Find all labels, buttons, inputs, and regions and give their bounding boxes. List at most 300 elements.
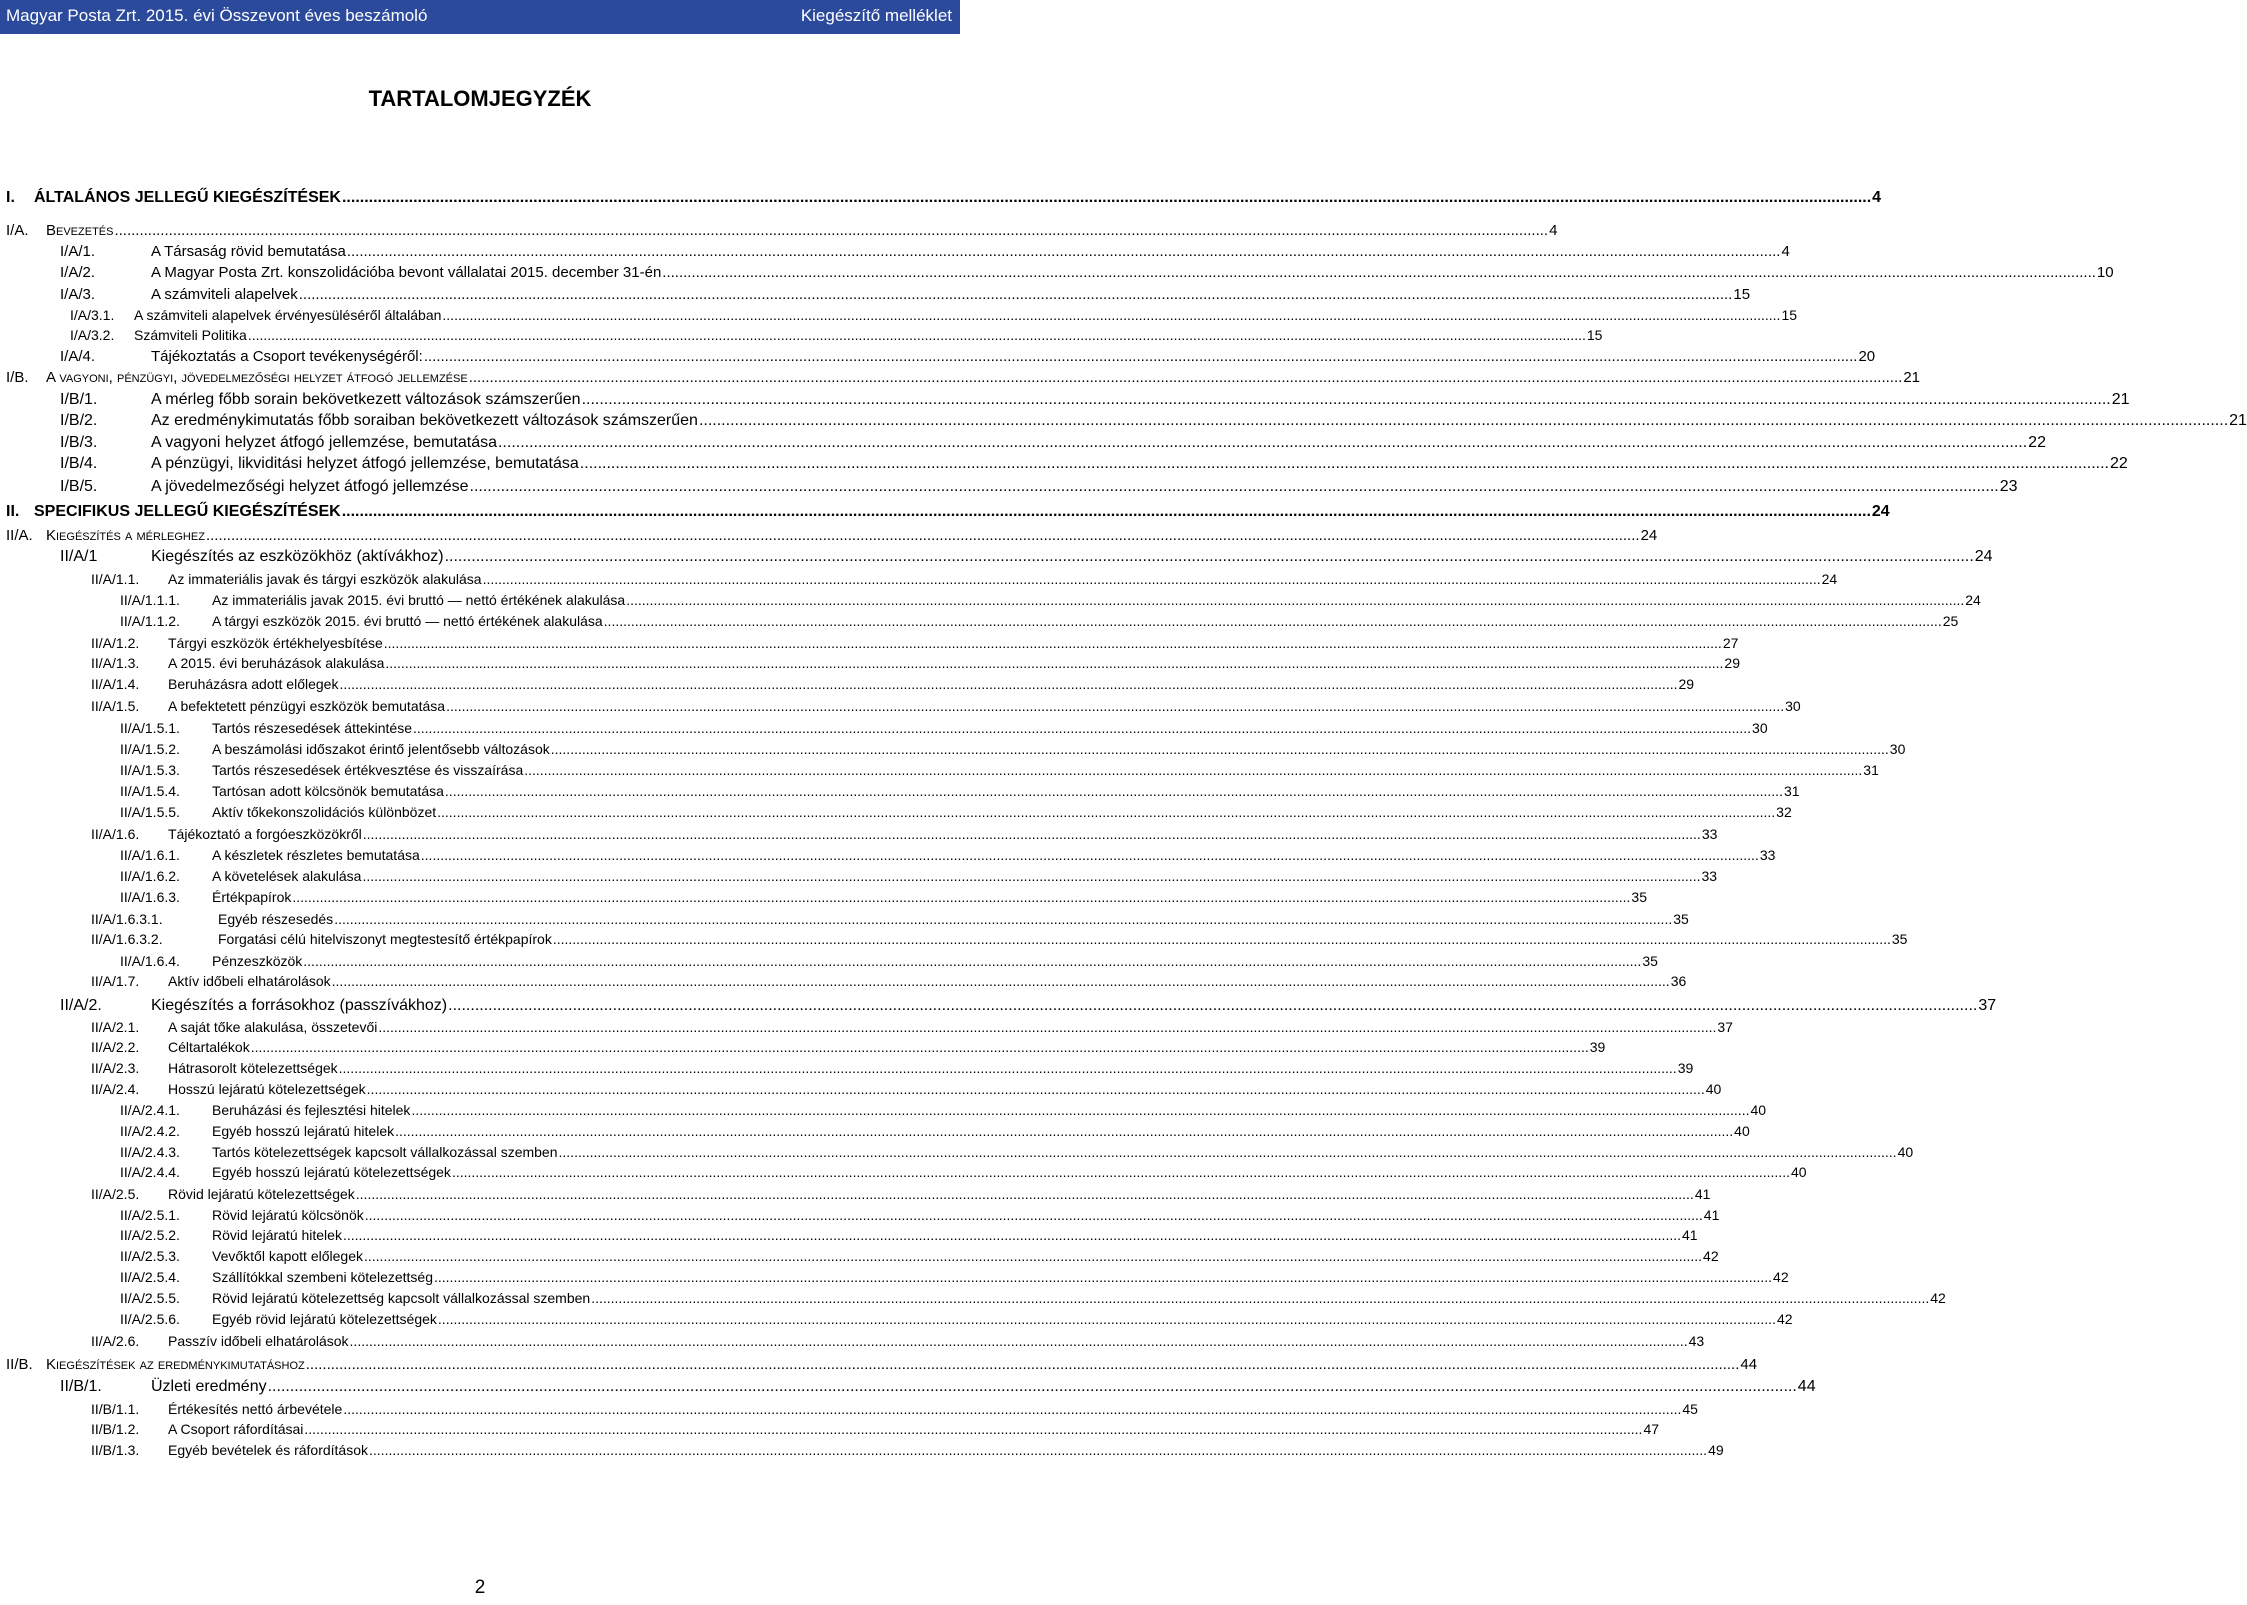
toc-entry-page: 43 xyxy=(1688,1333,1705,1349)
toc-entry[interactable] xyxy=(60,348,1876,370)
toc-entry-page: 45 xyxy=(1682,1401,1698,1417)
header-banner xyxy=(0,0,960,34)
dot-leader xyxy=(362,868,1700,884)
dot-leader xyxy=(339,676,1677,692)
toc-entry-page: 4 xyxy=(1549,222,1558,239)
toc-entry-title: Bevezetés xyxy=(46,222,114,239)
toc-entry-page: 24 xyxy=(1640,527,1658,544)
toc-entry-title: Üzleti eredmény xyxy=(151,1378,267,1395)
toc-entry-title: A Magyar Posta Zrt. konszolidációba bevont vállalatai 2015. december 31-én xyxy=(151,264,662,281)
dot-leader xyxy=(248,327,1586,343)
toc-entry-title: A beszámolási időszakot érintő jelentősebb változások xyxy=(212,741,550,757)
toc-entry-page: 10 xyxy=(2096,264,2114,281)
toc-entry[interactable] xyxy=(120,804,1792,826)
dot-leader xyxy=(343,1227,1681,1243)
toc-entry[interactable] xyxy=(6,1356,1758,1378)
toc-entry-title: Értékpapírok xyxy=(212,889,292,905)
toc-entry-number: II/A/2.5. xyxy=(91,1186,140,1202)
toc-entry-number: II/A/2.4.4. xyxy=(120,1164,180,1180)
toc-entry-number: II/A/2.5.2. xyxy=(120,1227,180,1243)
toc-entry[interactable] xyxy=(120,1269,1789,1291)
dot-leader xyxy=(304,1421,1642,1437)
toc-entry[interactable] xyxy=(91,1421,1660,1443)
toc-entry[interactable] xyxy=(60,243,1790,265)
toc-entry-title: Az eredménykimutatás főbb soraiban bekövetkezett változások számszerűen xyxy=(151,412,698,429)
toc-entry-page: 24 xyxy=(1965,592,1981,608)
toc-entry-number: II/A/1.6.3.1. xyxy=(91,911,163,927)
toc-entry-page: 42 xyxy=(1703,1248,1719,1264)
toc-entry[interactable] xyxy=(120,889,1647,911)
dot-leader xyxy=(306,1356,1740,1373)
toc-entry-title: A 2015. évi beruházások alakulása xyxy=(168,655,385,671)
toc-entry-number: I/A/1. xyxy=(60,243,96,260)
dot-leader xyxy=(524,762,1862,778)
dot-leader xyxy=(448,997,1977,1015)
toc-entry-number: I/B/3. xyxy=(60,434,98,451)
header-left: Magyar Posta Zrt. 2015. évi Összevont éves beszámoló xyxy=(6,6,428,25)
toc-entry-number: II/A/2.3. xyxy=(91,1060,140,1076)
toc-entry-page: 33 xyxy=(1701,826,1718,842)
toc-entry-page: 15 xyxy=(1586,327,1603,343)
toc-entry[interactable] xyxy=(120,1144,1914,1166)
toc-entry-number: II/A/1.6.4. xyxy=(120,953,180,969)
toc-entry-title: Egyéb hosszú lejáratú kötelezettségek xyxy=(212,1164,451,1180)
toc-entry[interactable] xyxy=(91,635,1739,657)
toc-entry-number: II/A/1.6.1. xyxy=(120,847,180,863)
toc-entry-number: II/B/1. xyxy=(60,1378,102,1395)
dot-leader xyxy=(395,1123,1733,1139)
toc-entry-number: I/A/2. xyxy=(60,264,96,281)
toc-entry-page: 33 xyxy=(1759,847,1776,863)
dot-leader xyxy=(364,1248,1702,1264)
toc-entry-page: 24 xyxy=(1871,503,1890,520)
dot-leader xyxy=(303,953,1641,969)
toc-entry-number: II/B/1.1. xyxy=(91,1401,140,1417)
toc-entry-title: ÁLTALÁNOS JELLEGŰ KIEGÉSZÍTÉSEK xyxy=(34,189,341,206)
toc-entry-page: 21 xyxy=(2229,412,2247,429)
page-title: TARTALOMJEGYZÉK xyxy=(368,86,592,111)
toc-entry-title: Egyéb rövid lejáratú kötelezettségek xyxy=(212,1311,437,1327)
toc-entry-number: II/B/1.2. xyxy=(91,1421,140,1437)
toc-entry-page: 35 xyxy=(1673,911,1689,927)
toc-entry[interactable] xyxy=(120,1227,1698,1249)
toc-entry[interactable] xyxy=(6,369,1920,391)
toc-entry-number: II/A/2.4.2. xyxy=(120,1123,180,1139)
toc-entry-page: 4 xyxy=(1781,243,1790,260)
toc-entry-number: I/A. xyxy=(6,222,29,239)
toc-entry[interactable] xyxy=(60,264,2114,286)
toc-entry-title: A számviteli alapelvek xyxy=(151,286,298,303)
toc-entry-page: 31 xyxy=(1863,762,1879,778)
toc-entry-number: II/A/1.6. xyxy=(91,826,140,842)
toc-entry-page: 40 xyxy=(1705,1081,1722,1097)
toc-entry[interactable] xyxy=(91,826,1718,848)
dot-leader xyxy=(365,1207,1703,1223)
toc-entry-title: Beruházási és fejlesztési hitelek xyxy=(212,1102,411,1118)
dot-leader xyxy=(626,592,1964,608)
toc-entry-title: Rövid lejáratú kötelezettségek xyxy=(168,1186,355,1202)
dot-leader xyxy=(292,889,1630,905)
toc-entry-title: Tájékoztató a forgóeszközökről xyxy=(168,826,362,842)
toc-entry[interactable] xyxy=(120,1123,1750,1145)
toc-entry-page: 27 xyxy=(1722,635,1739,651)
dot-leader xyxy=(299,286,1733,303)
toc-entry[interactable] xyxy=(120,1248,1719,1270)
toc-entry-page: 15 xyxy=(1733,286,1751,303)
toc-entry-page: 40 xyxy=(1790,1164,1807,1180)
dot-leader xyxy=(421,847,1759,863)
toc-entry-page: 39 xyxy=(1677,1060,1694,1076)
toc-entry-title: Kiegészítés a forrásokhoz (passzívákhoz) xyxy=(151,997,448,1014)
dot-leader xyxy=(438,1311,1776,1327)
toc-entry[interactable] xyxy=(60,286,1751,308)
dot-leader xyxy=(350,1333,1688,1349)
toc-entry[interactable] xyxy=(6,503,1890,525)
toc-entry-number: II/A/2.1. xyxy=(91,1019,140,1035)
toc-entry-title: Rövid lejáratú kötelezettség kapcsolt vállalkozással szemben xyxy=(212,1290,591,1306)
toc-entry-number: I. xyxy=(6,189,15,206)
toc-entry[interactable] xyxy=(91,698,1801,720)
toc-entry-page: 30 xyxy=(1752,720,1768,736)
toc-entry-title: Kiegészítések az eredménykimutatáshoz xyxy=(46,1356,305,1373)
toc-entry[interactable] xyxy=(60,391,2130,413)
toc-entry-number: I/A/3.2. xyxy=(70,327,115,343)
toc-entry-number: II/A/2. xyxy=(60,997,102,1014)
toc-entry[interactable] xyxy=(91,1442,1724,1464)
toc-entry-page: 31 xyxy=(1783,783,1800,799)
dot-leader xyxy=(268,1378,1797,1396)
toc-entry-title: A követelések alakulása xyxy=(212,868,362,884)
toc-entry-page: 35 xyxy=(1642,953,1658,969)
toc-entry-title: Pénzeszközök xyxy=(212,953,303,969)
toc-entry[interactable] xyxy=(70,327,1603,349)
toc-entry-title: Az immateriális javak és tárgyi eszközök alakulása xyxy=(168,571,482,587)
toc-entry-page: 30 xyxy=(1889,741,1906,757)
toc-entry-title: A befektetett pénzügyi eszközök bemutatása xyxy=(168,698,446,714)
toc-entry-page: 49 xyxy=(1708,1442,1724,1458)
toc-entry-number: II/A/1.1. xyxy=(91,571,140,587)
toc-entry-title: Egyéb hosszú lejáratú hitelek xyxy=(212,1123,395,1139)
toc-entry[interactable] xyxy=(120,953,1658,975)
toc-entry-page: 40 xyxy=(1750,1102,1767,1118)
toc-entry-page: 41 xyxy=(1682,1227,1698,1243)
toc-entry-title: SPECIFIKUS JELLEGŰ KIEGÉSZÍTÉSEK xyxy=(34,503,341,520)
toc-entry-title: Kiegészítés a mérleghez xyxy=(46,527,205,544)
toc-entry-number: II/A/1.5.2. xyxy=(120,741,180,757)
toc-entry[interactable] xyxy=(60,478,2018,500)
toc-entry-number: II/A/1.7. xyxy=(91,973,140,989)
dot-leader xyxy=(347,243,1781,260)
toc-entry-title: A mérleg főbb sorain bekövetkezett változások számszerűen xyxy=(151,391,581,408)
toc-entry-number: II/A/1.5.5. xyxy=(120,804,180,820)
dot-leader xyxy=(662,264,2096,281)
toc-entry-page: 22 xyxy=(2028,434,2046,451)
toc-entry-number: II/A/1.4. xyxy=(91,676,140,692)
toc-entry-number: II/A/2.4. xyxy=(91,1081,140,1097)
dot-leader xyxy=(339,1060,1677,1076)
toc-entry[interactable] xyxy=(60,997,1997,1019)
dot-leader xyxy=(367,1081,1705,1097)
toc-entry-title: Vevőktől kapott előlegek xyxy=(212,1248,363,1264)
toc-entry[interactable] xyxy=(120,1207,1720,1229)
toc-entry-page: 42 xyxy=(1773,1269,1789,1285)
toc-entry[interactable] xyxy=(120,613,1959,635)
dot-leader xyxy=(334,911,1672,927)
toc-entry-title: A jövedelmezőségi helyzet átfogó jellemzése xyxy=(151,478,469,495)
toc-entry-page: 33 xyxy=(1701,868,1718,884)
toc-entry-title: A Társaság rövid bemutatása xyxy=(151,243,346,260)
toc-entry[interactable] xyxy=(60,434,2046,456)
toc-entry-page: 44 xyxy=(1797,1378,1816,1395)
toc-entry-page: 24 xyxy=(1974,548,1993,565)
dot-leader xyxy=(342,503,1871,521)
toc-entry-title: Tárgyi eszközök értékhelyesbítése xyxy=(168,635,383,651)
toc-entry-title: Aktív időbeli elhatárolások xyxy=(168,973,331,989)
toc-entry-number: II/A/2.2. xyxy=(91,1039,140,1055)
toc-entry-title: Beruházásra adott előlegek xyxy=(168,676,339,692)
toc-entry-number: II/A/2.6. xyxy=(91,1333,140,1349)
dot-leader xyxy=(342,189,1871,207)
toc-entry[interactable] xyxy=(60,548,1993,570)
dot-leader xyxy=(442,307,1780,323)
dot-leader xyxy=(483,571,1821,587)
toc-entry[interactable] xyxy=(60,455,2128,477)
dot-leader xyxy=(411,1102,1749,1118)
toc-entry-page: 41 xyxy=(1694,1186,1711,1202)
toc-entry-page: 40 xyxy=(1734,1123,1750,1139)
toc-entry-title: Céltartalékok xyxy=(168,1039,250,1055)
toc-entry-number: II/A/2.4.1. xyxy=(120,1102,180,1118)
toc-entry[interactable] xyxy=(91,911,1689,933)
toc-entry-number: I/B/2. xyxy=(60,412,98,429)
toc-entry[interactable] xyxy=(91,1019,1733,1041)
toc-entry-title: Értékesítés nettó árbevétele xyxy=(168,1401,343,1417)
toc-entry[interactable] xyxy=(120,1290,1946,1312)
dot-leader xyxy=(332,973,1670,989)
page-number: 2 xyxy=(474,1577,486,1598)
toc-entry[interactable] xyxy=(70,307,1798,329)
toc-entry[interactable] xyxy=(91,655,1740,677)
toc-entry-title: Forgatási célú hitelviszonyt megtestesítő értékpapírok xyxy=(218,931,552,947)
toc-entry[interactable] xyxy=(6,189,1882,211)
toc-entry[interactable] xyxy=(60,1378,1816,1400)
toc-entry-number: II/A/1.5.3. xyxy=(120,762,180,778)
toc-entry-number: II/A/1 xyxy=(60,548,98,565)
toc-entry-page: 29 xyxy=(1678,676,1695,692)
toc-entry-page: 47 xyxy=(1643,1421,1660,1437)
toc-entry-page: 44 xyxy=(1740,1356,1758,1373)
toc-entry[interactable] xyxy=(91,1060,1694,1082)
dot-leader xyxy=(424,348,1858,365)
toc-entry-title: A számviteli alapelvek érvényesüléséről általában xyxy=(134,307,442,323)
toc-entry-title: A vagyoni helyzet átfogó jellemzése, bemutatása xyxy=(151,434,497,451)
toc-entry[interactable] xyxy=(91,676,1695,698)
dot-leader xyxy=(452,1164,1790,1180)
toc-entry-title: Egyéb bevételek és ráfordítások xyxy=(168,1442,369,1458)
toc-entry-number: II/A/1.1.1. xyxy=(120,592,180,608)
dot-leader xyxy=(363,826,1701,842)
toc-entry-title: Tartós részesedések áttekintése xyxy=(212,720,412,736)
dot-leader xyxy=(114,222,1548,239)
toc-entry[interactable] xyxy=(91,1186,1711,1208)
toc-entry-page: 20 xyxy=(1858,348,1876,365)
toc-entry-page: 35 xyxy=(1891,931,1908,947)
dot-leader xyxy=(553,931,1891,947)
toc-entry-title: Passzív időbeli elhatárolások xyxy=(168,1333,349,1349)
toc-entry[interactable] xyxy=(91,1401,1698,1423)
toc-entry-title: Egyéb részesedés xyxy=(218,911,334,927)
toc-entry-number: II/A/1.6.3. xyxy=(120,889,180,905)
dot-leader xyxy=(434,1269,1772,1285)
toc-entry-number: I/B/1. xyxy=(60,391,98,408)
toc-entry-number: II/B. xyxy=(6,1356,33,1373)
toc-entry-page: 37 xyxy=(1717,1019,1733,1035)
dot-leader xyxy=(343,1401,1681,1417)
toc-entry-number: I/B. xyxy=(6,369,29,386)
toc-entry-page: 15 xyxy=(1781,307,1798,323)
toc-entry[interactable] xyxy=(120,592,1981,614)
toc-entry-title: Szállítókkal szembeni kötelezettség xyxy=(212,1269,433,1285)
toc-entry-page: 25 xyxy=(1942,613,1959,629)
toc-entry-number: II. xyxy=(6,503,20,520)
toc-entry[interactable] xyxy=(120,868,1718,890)
toc-entry-page: 30 xyxy=(1785,698,1801,714)
toc-entry-title: Rövid lejáratú hitelek xyxy=(212,1227,342,1243)
toc-entry[interactable] xyxy=(60,412,2247,434)
toc-entry-title: Hátrasorolt kötelezettségek xyxy=(168,1060,338,1076)
toc-entry-number: II/A/2.4.3. xyxy=(120,1144,180,1160)
toc-entry[interactable] xyxy=(91,1081,1722,1103)
toc-entry-page: 32 xyxy=(1776,804,1792,820)
toc-entry-number: II/A/1.5. xyxy=(91,698,140,714)
toc-entry-number: II/A/1.3. xyxy=(91,655,140,671)
toc-entry-number: II/A/1.5.1. xyxy=(120,720,180,736)
toc-entry[interactable] xyxy=(91,571,1838,593)
toc-entry-number: I/A/4. xyxy=(60,348,96,365)
toc-entry-number: I/A/3.1. xyxy=(70,307,115,323)
toc-entry-page: 21 xyxy=(2111,391,2130,408)
toc-entry-number: II/A/1.6.2. xyxy=(120,868,180,884)
toc-entry-page: 41 xyxy=(1703,1207,1720,1223)
dot-leader xyxy=(551,741,1889,757)
dot-leader xyxy=(445,783,1783,799)
dot-leader xyxy=(445,548,1974,566)
dot-leader xyxy=(446,698,1784,714)
toc-entry-title: Tartós kötelezettségek kapcsolt vállalkozással szemben xyxy=(212,1144,558,1160)
dot-leader xyxy=(437,804,1775,820)
toc-entry[interactable] xyxy=(6,222,1558,244)
toc-entry-title: Tartósan adott kölcsönök bemutatása xyxy=(212,783,444,799)
toc-entry[interactable] xyxy=(91,931,1908,953)
toc-entry[interactable] xyxy=(120,1102,1767,1124)
toc-entry[interactable] xyxy=(6,527,1658,549)
header-right: Kiegészítő melléklet xyxy=(800,6,952,25)
dot-leader xyxy=(498,434,2027,452)
toc-entry-number: II/B/1.3. xyxy=(91,1442,140,1458)
dot-leader xyxy=(385,655,1723,671)
toc-entry[interactable] xyxy=(120,720,1768,742)
toc-entry-number: II/A/2.5.3. xyxy=(120,1248,180,1264)
toc-entry-number: II/A/1.2. xyxy=(91,635,140,651)
dot-leader xyxy=(699,412,2228,430)
toc-entry[interactable] xyxy=(91,1333,1705,1355)
dot-leader xyxy=(582,391,2111,409)
dot-leader xyxy=(559,1144,1897,1160)
toc-entry-page: 23 xyxy=(1999,478,2018,495)
toc-entry-title: Hosszú lejáratú kötelezettségek xyxy=(168,1081,366,1097)
toc-entry-page: 29 xyxy=(1724,655,1740,671)
toc-entry-title: A pénzügyi, likviditási helyzet átfogó jellemzése, bemutatása xyxy=(151,455,579,472)
toc-entry-title: Rövid lejáratú kölcsönök xyxy=(212,1207,364,1223)
dot-leader xyxy=(369,1442,1707,1458)
toc-entry[interactable] xyxy=(120,1311,1793,1333)
toc-entry[interactable] xyxy=(120,1164,1807,1186)
dot-leader xyxy=(378,1019,1716,1035)
toc-entry-number: II/A/2.5.4. xyxy=(120,1269,180,1285)
toc-entry-title: Tartós részesedések értékvesztése és visszaírása xyxy=(212,762,524,778)
toc-entry-page: 4 xyxy=(1872,189,1882,206)
toc-entry-page: 37 xyxy=(1978,997,1997,1014)
toc-entry-page: 39 xyxy=(1589,1039,1606,1055)
toc-entry-number: II/A/1.6.3.2. xyxy=(91,931,163,947)
toc-entry[interactable] xyxy=(91,1039,1606,1061)
toc-entry-page: 42 xyxy=(1776,1311,1793,1327)
dot-leader xyxy=(469,369,1903,386)
toc-entry-number: I/B/5. xyxy=(60,478,98,495)
toc-entry-title: A vagyoni, pénzügyi, jövedelmezőségi helyzet átfogó jellemzése xyxy=(46,369,468,386)
toc-entry-title: Kiegészítés az eszközökhöz (aktívákhoz) xyxy=(151,548,444,565)
dot-leader xyxy=(251,1039,1589,1055)
toc-entry[interactable] xyxy=(120,762,1879,784)
dot-leader xyxy=(206,527,1640,544)
toc-entry[interactable] xyxy=(120,847,1776,869)
toc-entry-page: 36 xyxy=(1670,973,1687,989)
toc-entry-number: I/B/4. xyxy=(60,455,98,472)
toc-entry-page: 21 xyxy=(1903,369,1920,386)
toc-entry-number: II/A. xyxy=(6,527,33,544)
toc-entry-page: 40 xyxy=(1897,1144,1914,1160)
dot-leader xyxy=(413,720,1751,736)
toc-entry[interactable] xyxy=(120,783,1800,805)
toc-entry-page: 35 xyxy=(1631,889,1647,905)
toc-entry-title: A saját tőke alakulása, összetevői xyxy=(168,1019,378,1035)
toc-entry-number: II/A/2.5.1. xyxy=(120,1207,180,1223)
toc-entry-title: A tárgyi eszközök 2015. évi bruttó — nettó értékének alakulása xyxy=(212,613,603,629)
toc-entry-title: A Csoport ráfordításai xyxy=(168,1421,304,1437)
toc-entry-title: Számviteli Politika xyxy=(134,327,247,343)
toc-entry-title: Tájékoztatás a Csoport tevékenységéről: xyxy=(151,348,423,365)
toc-entry[interactable] xyxy=(91,973,1687,995)
toc-entry-number: I/A/3. xyxy=(60,286,96,303)
toc-entry[interactable] xyxy=(120,741,1906,763)
dot-leader xyxy=(580,455,2109,473)
toc-entry-number: II/A/2.5.6. xyxy=(120,1311,180,1327)
toc-entry-page: 22 xyxy=(2109,455,2128,472)
toc-entry-page: 24 xyxy=(1821,571,1838,587)
toc-entry-title: A készletek részletes bemutatása xyxy=(212,847,420,863)
toc-entry-number: II/A/1.1.2. xyxy=(120,613,180,629)
toc-entry-number: II/A/2.5.5. xyxy=(120,1290,180,1306)
toc-entry-title: Az immateriális javak 2015. évi bruttó — nettó értékének alakulása xyxy=(212,592,626,608)
dot-leader xyxy=(470,478,1999,496)
dot-leader xyxy=(591,1290,1929,1306)
dot-leader xyxy=(604,613,1942,629)
dot-leader xyxy=(356,1186,1694,1202)
toc-entry-title: Aktív tőkekonszolidációs különbözet xyxy=(212,804,437,820)
toc-entry-number: II/A/1.5.4. xyxy=(120,783,180,799)
toc-entry-page: 42 xyxy=(1930,1290,1946,1306)
dot-leader xyxy=(384,635,1722,651)
